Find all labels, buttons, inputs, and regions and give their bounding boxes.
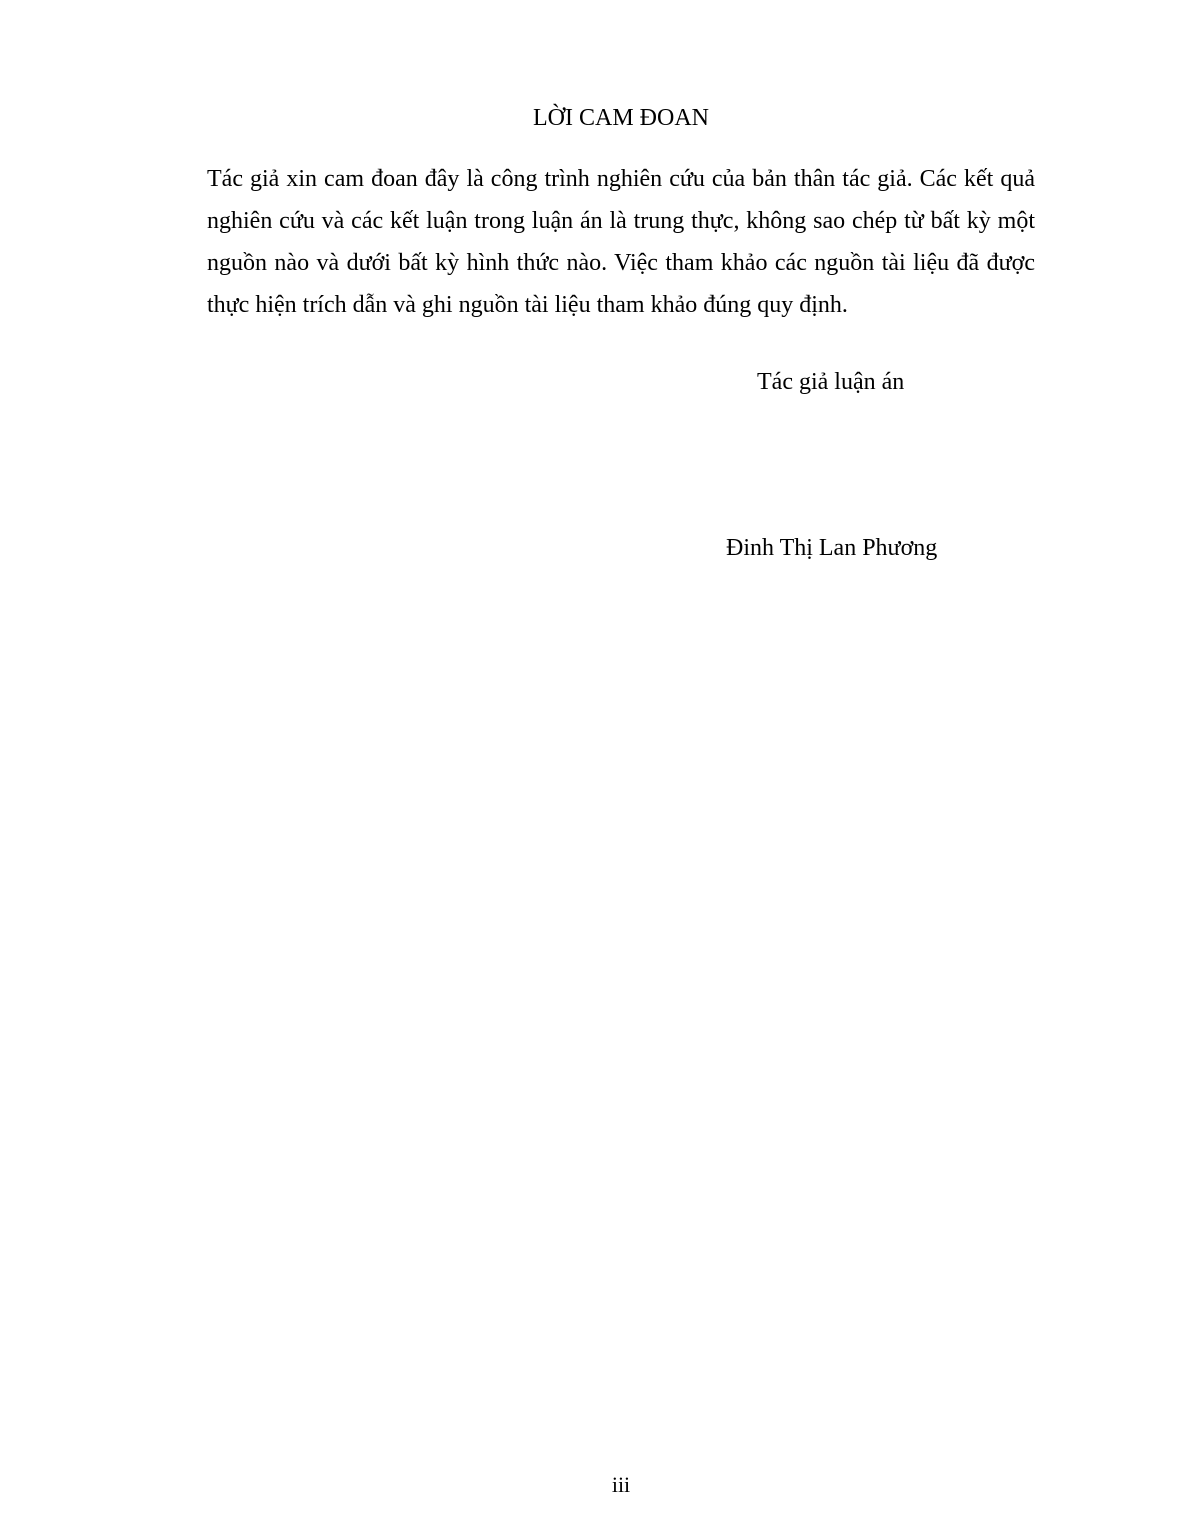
signature-name: Đinh Thị Lan Phương — [726, 535, 938, 561]
page-number: iii — [611, 1472, 631, 1497]
page-title: LỜI CAM ĐOAN — [533, 105, 709, 131]
signature-role: Tác giả luận án — [757, 369, 905, 395]
declaration-paragraph: Tác giả xin cam đoan đây là công trình nghiên cứu của bản thân tác giả. Các kết quả nghiên cứu và các kết luận trong luận án là trung thực, không sao chép từ bất kỳ một nguồn nào và dưới bất kỳ hình thức nào. Việc tham khảo các nguồn tài liệu đã được thực hiện trích dẫn và ghi nguồn tài liệu tham khảo đúng quy định. — [207, 166, 1035, 318]
